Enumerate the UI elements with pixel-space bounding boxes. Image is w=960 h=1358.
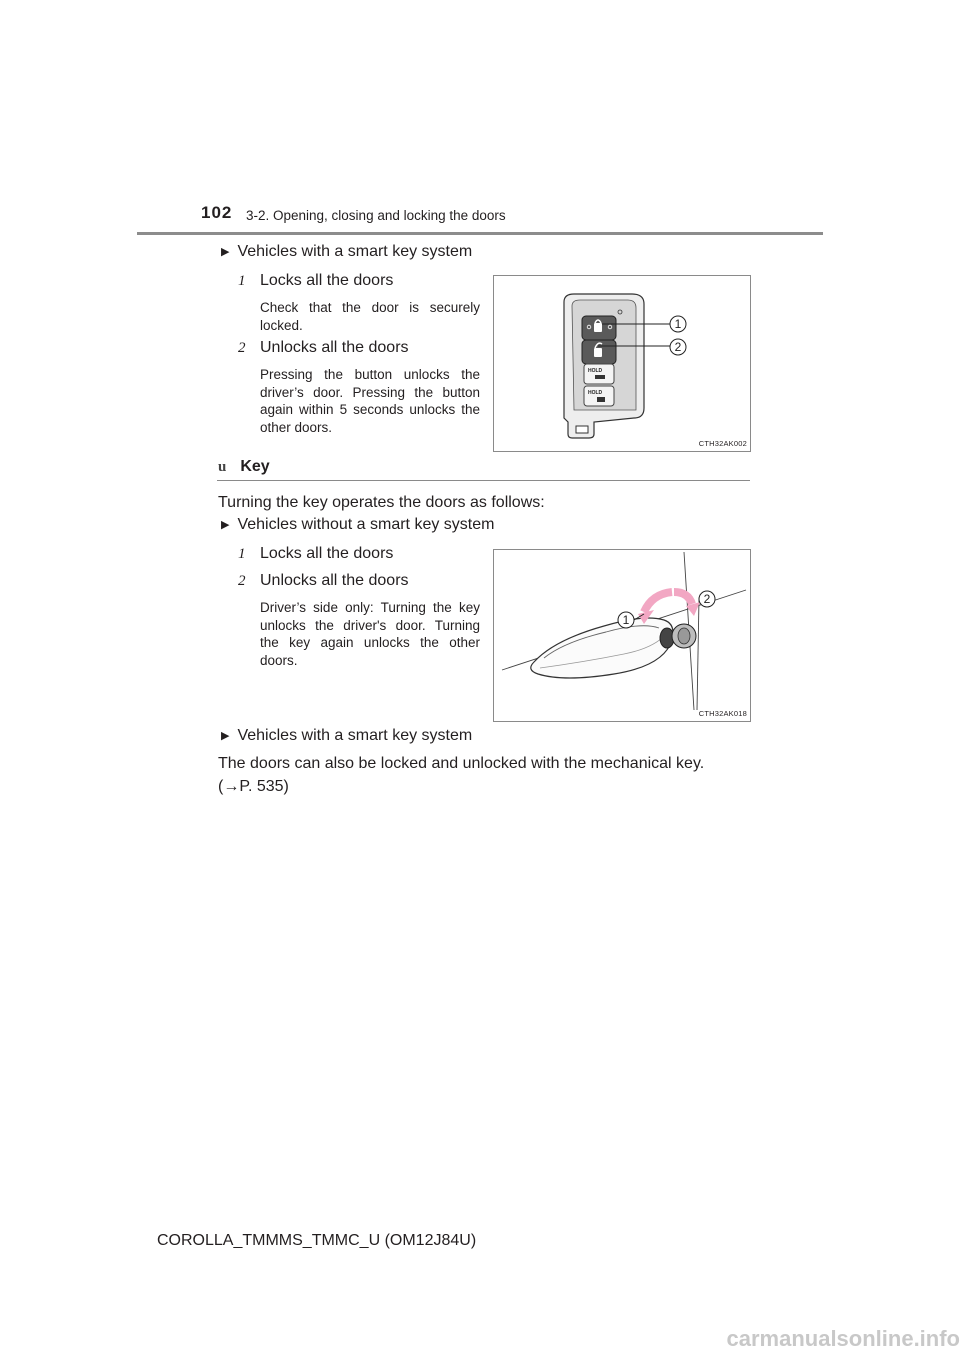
key-divider [217,480,750,481]
header-divider [137,232,823,235]
figure-code: CTH32AK018 [698,709,747,718]
bullet-without-smart-key [221,516,494,534]
item-unlock-doors [238,572,409,590]
callout-1: 1 [674,317,682,331]
watermark: carmanualsonline.info [726,1326,960,1351]
page-reference-link[interactable]: (→P. 535) [218,778,289,795]
key-heading [218,458,270,476]
triangle-bullet-icon: ▶ [221,519,230,531]
door-handle-key-icon [494,550,750,721]
callout-number: 2 [238,340,246,356]
page-number: 102 [201,203,233,222]
item-unlock-doors [238,339,409,357]
section-title: 3-2. Opening, closing and locking the doors [246,208,506,223]
callout-2: 2 [703,592,711,606]
bullet-text: Vehicles without a smart key system [237,516,495,533]
triangle-bullet-icon: ▶ [221,246,230,258]
bullet-text: Vehicles with a smart key system [237,727,473,744]
section-marker: u [218,459,227,475]
mechanical-key-note: The doors can also be locked and unlocked with the mechanical key. [218,755,705,772]
manual-code: COROLLA_TMMMS_TMMC_U (OM12J84U) [157,1232,477,1249]
item-title: Locks all the doors [260,545,394,562]
item-title: Unlocks all the doors [260,572,409,589]
hold-label: HOLD [588,368,603,374]
item-description: Pressing the button unlocks the driver’s door. Pressing the button again within 5 seconds unlocks the other doors. [260,367,480,435]
bullet-smart-key [221,243,472,261]
smart-key-figure [493,275,751,452]
callout-number: 1 [238,273,246,289]
smart-key-fob-icon [494,276,750,451]
callout-number: 1 [238,546,246,562]
callout-number: 2 [238,573,246,589]
triangle-bullet-icon: ▶ [221,730,230,742]
bullet-text: Vehicles with a smart key system [237,243,473,260]
callout-2: 2 [674,340,682,354]
callout-1: 1 [622,613,630,627]
key-intro: Turning the key operates the doors as follows: [218,494,545,511]
item-title: Unlocks all the doors [260,339,409,356]
item-lock-doors [238,545,393,563]
hold-label: HOLD [588,390,603,396]
figure-code: CTH32AK002 [698,439,747,448]
door-handle-figure [493,549,751,722]
bullet-with-smart-key [221,727,472,745]
item-description: Check that the door is securely locked. [260,300,480,333]
item-description: Driver’s side only: Turning the key unlocks the driver's door. Turning the key again unlocks the other doors. [260,600,480,668]
item-title: Locks all the doors [260,272,394,289]
item-lock-doors [238,272,393,290]
key-heading-text: Key [240,458,270,475]
